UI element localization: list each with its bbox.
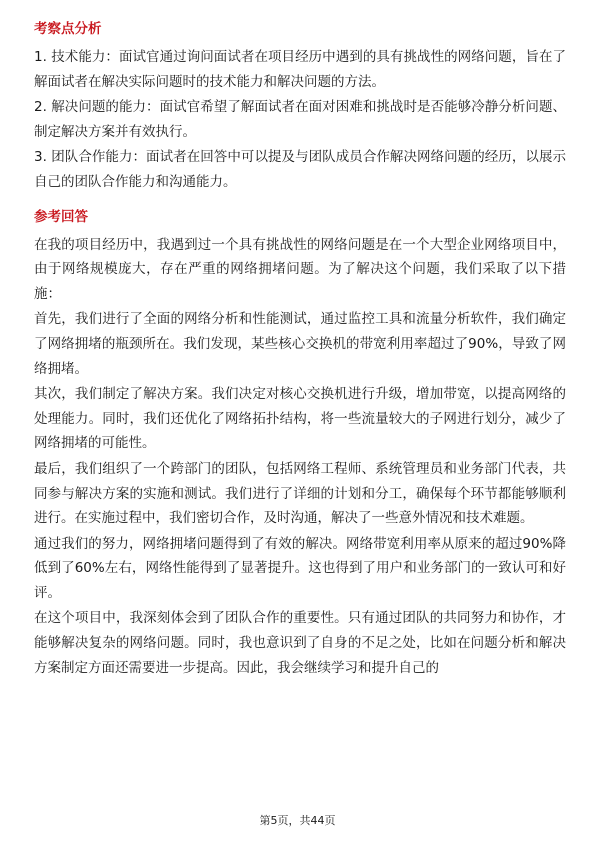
page-number: 第5页，共44页: [259, 814, 336, 827]
paragraph: 首先，我们进行了全面的网络分析和性能测试，通过监控工具和流量分析软件，我们确定了网络拥堵的瓶颈所在。我们发现，某些核心交换机的带宽利用率超过了90%，导致了网络拥堵。: [34, 311, 566, 377]
section-reference-answer: [34, 206, 566, 681]
paragraph: 通过我们的努力，网络拥堵问题得到了有效的解决。网络带宽利用率从原来的超过90%降低到了60%左右，网络性能得到了显著提升。这也得到了用户和业务部门的一致认可和好评。: [34, 535, 566, 601]
page-content: [34, 18, 566, 681]
paragraph: 在我的项目经历中，我遇到过一个具有挑战性的网络问题是在一个大型企业网络项目中，由于网络规模庞大，存在严重的网络拥堵问题。为了解决这个问题，我们采取了以下措施：: [34, 236, 566, 302]
paragraph: 在这个项目中，我深刻体会到了团队合作的重要性。只有通过团队的共同努力和协作，才能够解决复杂的网络问题。同时，我也意识到了自身的不足之处，比如在问题分析和解决方案制定方面还需要进一步提高。因此，我会继续学习和提升自己的: [34, 610, 566, 676]
paragraph: 2. 解决问题的能力：面试官希望了解面试者在面对困难和挑战时是否能够冷静分析问题、制定解决方案并有效执行。: [34, 99, 566, 140]
section-analysis: [34, 18, 566, 195]
section-title-reference-answer: 参考回答: [34, 208, 88, 225]
paragraph: 其次，我们制定了解决方案。我们决定对核心交换机进行升级，增加带宽，以提高网络的处理能力。同时，我们还优化了网络拓扑结构，将一些流量较大的子网进行划分，减少了网络拥堵的可能性。: [34, 386, 566, 452]
paragraph: 1. 技术能力：面试官通过询问面试者在项目经历中遇到的具有挑战性的网络问题，旨在了解面试者在解决实际问题时的技术能力和解决问题的方法。: [34, 49, 566, 90]
paragraph: 3. 团队合作能力：面试者在回答中可以提及与团队成员合作解决网络问题的经历，以展示自己的团队合作能力和沟通能力。: [34, 149, 566, 190]
paragraph: 最后，我们组织了一个跨部门的团队，包括网络工程师、系统管理员和业务部门代表，共同参与解决方案的实施和测试。我们进行了详细的计划和分工，确保每个环节都能够顺利进行。在实施过程中，我们密切合作，及时沟通，解决了一些意外情况和技术难题。: [34, 460, 566, 527]
section-title-analysis: 考察点分析: [34, 21, 102, 37]
